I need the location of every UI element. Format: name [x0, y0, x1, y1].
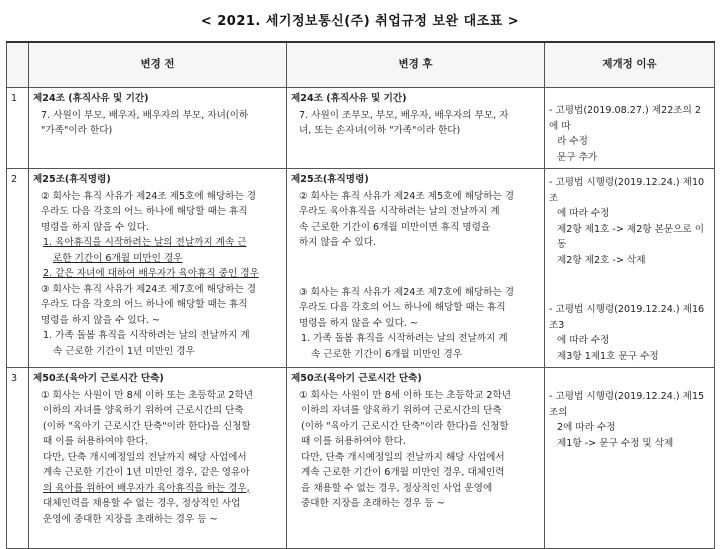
- text-line: 명령을 하지 않을 수 있다. ~: [41, 314, 161, 326]
- before-cell: [29, 368, 287, 549]
- text-line: 에 따라 수정: [557, 208, 610, 219]
- text-line: 이하의 자녀를 양육하기 위하여 근로시간의 단축: [301, 405, 502, 416]
- text-line: 녀, 또는 손자녀(이하 "가족"이라 한다): [299, 125, 461, 136]
- row-number: 1: [7, 88, 29, 169]
- text-line: 대체인력을 채용할 수 없는 경우, 정상적인 사업: [43, 498, 241, 509]
- reason-cell: [545, 368, 715, 549]
- document-title: < 2021. 세기정보통신(주) 취업규정 보완 대조표 >: [200, 14, 520, 29]
- text-line: 계속 근로한 기간이 1년 미만인 경우, 같은 영유아: [43, 467, 250, 478]
- text-line: "가족"이라 한다): [41, 125, 113, 136]
- spacer: [291, 268, 540, 285]
- text-line: 우라도 다음 각호의 어느 하나에 해당할 때는 휴직: [41, 299, 248, 310]
- reason-cell: [545, 88, 715, 169]
- text-line: 이하의 자녀를 양육하기 위하여 근로시간의 단축: [43, 405, 244, 416]
- row-number: 3: [7, 368, 29, 549]
- text-line: 을 채용할 수 없는 경우, 정상적인 사업 운영에: [301, 482, 493, 494]
- text-line: 제3항 1제1호 문구 수정: [557, 350, 659, 362]
- text-line: 운영에 중대한 지장을 초래하는 경우 등 ~: [43, 513, 218, 525]
- text-line: 로한 기간이 6개월 미만인 경우: [53, 252, 183, 264]
- article-title: 제25조(휴직명령): [291, 174, 369, 185]
- text-line: 라 수정: [557, 136, 588, 147]
- header-before: 변경 전: [29, 42, 287, 88]
- after-cell: [287, 169, 545, 368]
- text-line: 명령을 하지 않을 수 있다.: [41, 221, 149, 233]
- text-line: 다만, 단축 개시예정일의 전날까지 해당 사업에서: [301, 451, 505, 463]
- text-line: 7. 사원이 조부모, 부모, 배우자, 배우자의 부모, 자: [299, 109, 509, 121]
- text-line: 우라도 다음 각호의 어느 하나에 해당할 때는 휴직: [41, 206, 248, 217]
- text-line: - 고평법(2019.08.27.) 제22조의 2에 따: [549, 105, 701, 132]
- row-number: 2: [7, 169, 29, 368]
- before-cell: [29, 169, 287, 368]
- text-line: 속 근로한 기간이 1년 미만인 경우: [53, 345, 195, 357]
- comparison-table: [6, 41, 715, 549]
- text-line: 우라도 다음 각호의 어느 하나에 해당할 때는 휴직: [299, 302, 506, 313]
- text-line: 1. 육아휴직을 시작하려는 날의 전날까지 계속 근: [43, 237, 247, 248]
- text-line: 제2항 제2호 -> 삭제: [557, 254, 646, 266]
- text-line: 7. 사원이 부모, 배우자, 배우자의 부모, 자녀(이하: [41, 109, 249, 121]
- text-line: 2에 따라 수정: [557, 422, 616, 433]
- text-line: 우라도 육아휴직을 시작하려는 날의 전날까지 계: [299, 206, 500, 217]
- text-line: 중대한 지장을 초래하는 경우 등 ~: [301, 498, 445, 509]
- article-title: 제50조(육아기 근로시간 단축): [291, 373, 422, 384]
- text-line: (이하 "육아기 근로시간 단축"이라 한다)을 신청할: [43, 420, 251, 432]
- reason-cell: [545, 169, 715, 368]
- article-title: 제50조(육아기 근로시간 단축): [33, 373, 164, 384]
- article-title: 제25조(휴직명령): [33, 174, 111, 185]
- text-line: 문구 추가: [557, 151, 598, 163]
- spacer: [291, 251, 540, 268]
- text-line: 속 근로한 기간이 6개월 미만인 경우: [311, 348, 463, 360]
- text-line: 1. 가족 돌봄 휴직을 시작하려는 날의 전날까지 계: [43, 330, 250, 341]
- text-line: 속 근로한 기간이 6개월 미만이면 휴직 명령을: [299, 221, 491, 233]
- text-line: 2. 같은 자녀에 대하여 배우자가 육아휴직 중인 경우: [43, 268, 259, 279]
- after-cell: [287, 88, 545, 169]
- text-line: 제1항 -> 문구 수정 및 삭제: [557, 437, 674, 449]
- spacer: [549, 268, 710, 285]
- text-line: 1. 가족 돌봄 휴직을 시작하려는 날의 전날까지 계: [301, 333, 508, 344]
- text-line: ① 회사는 사원이 만 8세 이하 또는 초등학교 2학년: [41, 389, 254, 401]
- text-line: 다만, 단축 개시예정일의 전날까지 해당 사업에서: [43, 451, 247, 463]
- text-line: ③ 회사는 휴직 사유가 제24조 제7호에 해당하는 경: [41, 283, 257, 295]
- text-line: 때 이를 허용하여야 한다.: [301, 436, 406, 447]
- after-cell: [287, 368, 545, 549]
- text-line: ③ 회사는 휴직 사유가 제24조 제7호에 해당하는 경: [299, 286, 515, 298]
- text-line: ① 회사는 사원이 만 8세 이하 또는 초등학교 2학년: [299, 389, 512, 401]
- text-line: 의 육아를 위하여 배우자가 육아휴직을 하는 경우,: [43, 482, 250, 494]
- header-num: [7, 42, 29, 88]
- text-line: 제2항 제1호 -> 제2항 본문으로 이동: [557, 223, 705, 250]
- article-title: 제24조 (휴직사유 및 기간): [33, 93, 149, 104]
- text-line: 계속 근로한 기간이 6개월 미만인 경우, 대체인력: [301, 467, 505, 478]
- table-row: [7, 88, 715, 169]
- text-line: ② 회사는 휴직 사유가 제24조 제5호에 해당하는 경: [41, 190, 257, 202]
- text-line: 때 이를 허용하여야 한다.: [43, 436, 148, 447]
- header-row: [7, 42, 715, 88]
- table-row: [7, 169, 715, 368]
- header-after: 변경 후: [287, 42, 545, 88]
- header-reason: 제개정 이유: [545, 42, 715, 88]
- article-title: 제24조 (휴직사유 및 기간): [291, 93, 407, 104]
- text-line: 하지 않을 수 있다.: [299, 237, 377, 248]
- text-line: 에 따라 수정: [557, 335, 610, 346]
- before-cell: [29, 88, 287, 169]
- text-line: 명령을 하지 않을 수 있다. ~: [299, 317, 419, 329]
- text-line: (이하 "육아기 근로시간 단축"이라 한다)을 신청할: [301, 420, 509, 432]
- text-line: ② 회사는 휴직 사유가 제24조 제5호에 해당하는 경: [299, 190, 515, 202]
- table-row: [7, 368, 715, 549]
- text-line: - 고평법 시행령(2019.12.24.) 제15조의: [549, 391, 705, 418]
- text-line: - 고평법 시행령(2019.12.24.) 제10조: [549, 177, 705, 204]
- spacer: [549, 285, 710, 302]
- text-line: - 고평법 시행령(2019.12.24.) 제16조3: [549, 304, 705, 331]
